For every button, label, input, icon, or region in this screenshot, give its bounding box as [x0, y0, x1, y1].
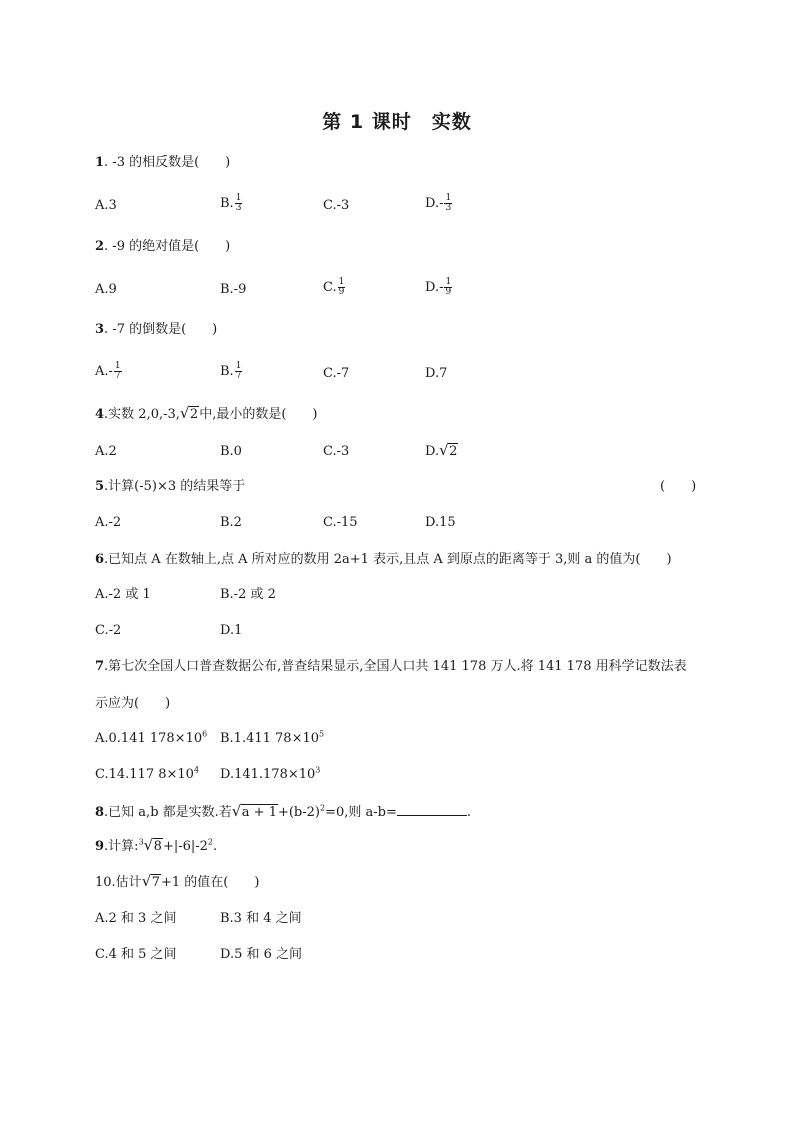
exponent: 2: [207, 837, 214, 847]
cube-root: [144, 838, 163, 856]
option-c: C.4 和 5 之间: [95, 947, 177, 962]
question-text: +|-6|-2: [162, 839, 208, 854]
fraction: [235, 194, 243, 213]
option-a: A.2 和 3 之间: [95, 911, 177, 926]
question-text: .已知点 A 在数轴上,点 A 所对应的数用 2a+1 表示,且点 A 到原点的距离等于 3,则 a 的值为( ): [104, 552, 672, 567]
numerator: 1: [235, 193, 242, 203]
denominator: 7: [114, 371, 121, 381]
question-text: . -3 的相反数是( ): [104, 155, 231, 170]
question-text: .计算(-5)×3 的结果等于: [104, 479, 246, 494]
question-number: 3: [95, 322, 105, 337]
option-a: A.-2 或 1: [95, 587, 151, 602]
radicand: 7: [151, 875, 160, 890]
question-9: [95, 838, 217, 856]
option-d: [425, 194, 453, 213]
fraction: [444, 194, 452, 213]
answer-parentheses: ( ): [660, 479, 697, 494]
option-a: A.9: [95, 282, 117, 297]
option-b: [220, 194, 243, 213]
exponent: 2: [320, 803, 326, 813]
option-prefix: B.: [220, 364, 234, 379]
question-text: +(b-2): [277, 805, 320, 820]
question-text: 中,最小的数是( ): [199, 407, 318, 422]
question-number: 8: [95, 805, 105, 820]
exponent: 3: [315, 765, 321, 775]
fraction: [114, 362, 122, 381]
question-number: 2: [95, 239, 105, 254]
question-number: 4: [95, 407, 105, 422]
option-b: B.0: [220, 444, 242, 459]
denominator: 9: [445, 287, 452, 297]
question-text: .计算:: [104, 839, 139, 854]
option-c: C.-7: [323, 366, 350, 381]
option-prefix: D.: [425, 444, 440, 459]
question-text: .已知 a,b 都是实数.若: [104, 805, 232, 820]
exponent: 4: [193, 765, 200, 775]
denominator: 3: [445, 203, 452, 213]
option-b: B.-2 或 2: [220, 587, 276, 602]
question-6: [95, 551, 672, 569]
denominator: 9: [338, 287, 345, 297]
option-c: [323, 278, 346, 297]
radicand: a + 1: [241, 805, 277, 820]
option-d: D.15: [425, 515, 456, 530]
radicand: 2: [189, 407, 199, 422]
exponent: 5: [319, 729, 325, 739]
question-4: [95, 406, 317, 424]
denominator: 3: [235, 203, 242, 213]
radical-sign: √: [141, 872, 152, 890]
option-text: C.14.117 8×10: [95, 767, 194, 782]
radical-sign: √: [179, 404, 190, 422]
question-2: [95, 238, 230, 256]
question-number: 1: [95, 155, 105, 170]
option-d: D.7: [425, 366, 448, 381]
option-b: [220, 730, 324, 748]
option-prefix: A.-: [95, 364, 113, 379]
option-c: C.-2: [95, 623, 122, 638]
option-c: [95, 766, 199, 784]
question-text: .第七次全国人口普查数据公布,普查结果显示,全国人口共 141 178 万人.将 141 178 用科学记数法表: [104, 659, 687, 674]
period: .: [466, 805, 472, 820]
denominator: 7: [235, 371, 242, 381]
question-3: [95, 321, 217, 339]
option-d: [425, 278, 453, 297]
option-a: A.-2: [95, 515, 122, 530]
fraction: [444, 278, 452, 297]
option-prefix: C.: [323, 280, 337, 295]
option-d: D.5 和 6 之间: [220, 947, 303, 962]
question-5: [95, 478, 245, 496]
question-8: [95, 803, 471, 822]
option-d: [425, 443, 458, 461]
question-10: [95, 874, 259, 892]
numerator: 1: [445, 277, 452, 287]
answer-blank[interactable]: [397, 803, 467, 816]
option-b: B.2: [220, 515, 242, 530]
option-d: D.1: [220, 623, 243, 638]
option-text: B.1.411 78×10: [220, 731, 320, 746]
question-text: 10.估计: [95, 875, 142, 890]
root-index: 3: [138, 837, 144, 847]
option-b: [220, 362, 243, 381]
numerator: 1: [338, 277, 345, 287]
numerator: 1: [445, 193, 452, 203]
option-a: [95, 362, 123, 381]
radicand: 8: [153, 839, 162, 854]
option-d: [220, 766, 320, 784]
option-a: A.2: [95, 444, 117, 459]
question-1: [95, 154, 230, 172]
square-root: [232, 804, 278, 822]
option-c: C.-3: [323, 444, 350, 459]
numerator: 1: [114, 361, 121, 371]
question-text: =0,则 a-b=: [325, 805, 397, 820]
option-prefix: B.: [220, 196, 234, 211]
question-number: 9: [95, 839, 105, 854]
radicand: 2: [449, 444, 458, 459]
option-a: [95, 730, 207, 748]
question-number: 7: [95, 659, 105, 674]
option-c: C.-3: [323, 198, 350, 213]
radical-sign: √: [231, 802, 242, 820]
option-prefix: D.-: [425, 280, 444, 295]
option-text: A.0.141 178×10: [95, 731, 203, 746]
exponent: 6: [202, 729, 208, 739]
question-text: .实数 2,0,-3,: [104, 407, 180, 422]
option-a: A.3: [95, 198, 117, 213]
question-text: +1 的值在( ): [160, 875, 260, 890]
option-text: D.141.178×10: [220, 767, 316, 782]
option-c: C.-15: [323, 515, 358, 530]
option-prefix: D.-: [425, 196, 444, 211]
question-text: . -9 的绝对值是( ): [104, 239, 231, 254]
option-b: B.3 和 4 之间: [220, 911, 302, 926]
square-root: [180, 406, 199, 424]
numerator: 1: [235, 361, 242, 371]
radical-sign: √: [439, 441, 449, 459]
square-root: [142, 874, 161, 892]
question-7: [95, 658, 687, 676]
question-number: 6: [95, 552, 105, 567]
question-7-continued: 示应为( ): [95, 696, 171, 711]
page-title: 第 1 课时 实数: [322, 111, 472, 133]
fraction: [235, 362, 243, 381]
period: .: [213, 839, 218, 854]
fraction: [338, 278, 346, 297]
option-b: B.-9: [220, 282, 247, 297]
square-root: [439, 443, 458, 461]
radical-sign: √: [143, 836, 154, 854]
question-number: 5: [95, 479, 105, 494]
question-text: . -7 的倒数是( ): [104, 322, 218, 337]
